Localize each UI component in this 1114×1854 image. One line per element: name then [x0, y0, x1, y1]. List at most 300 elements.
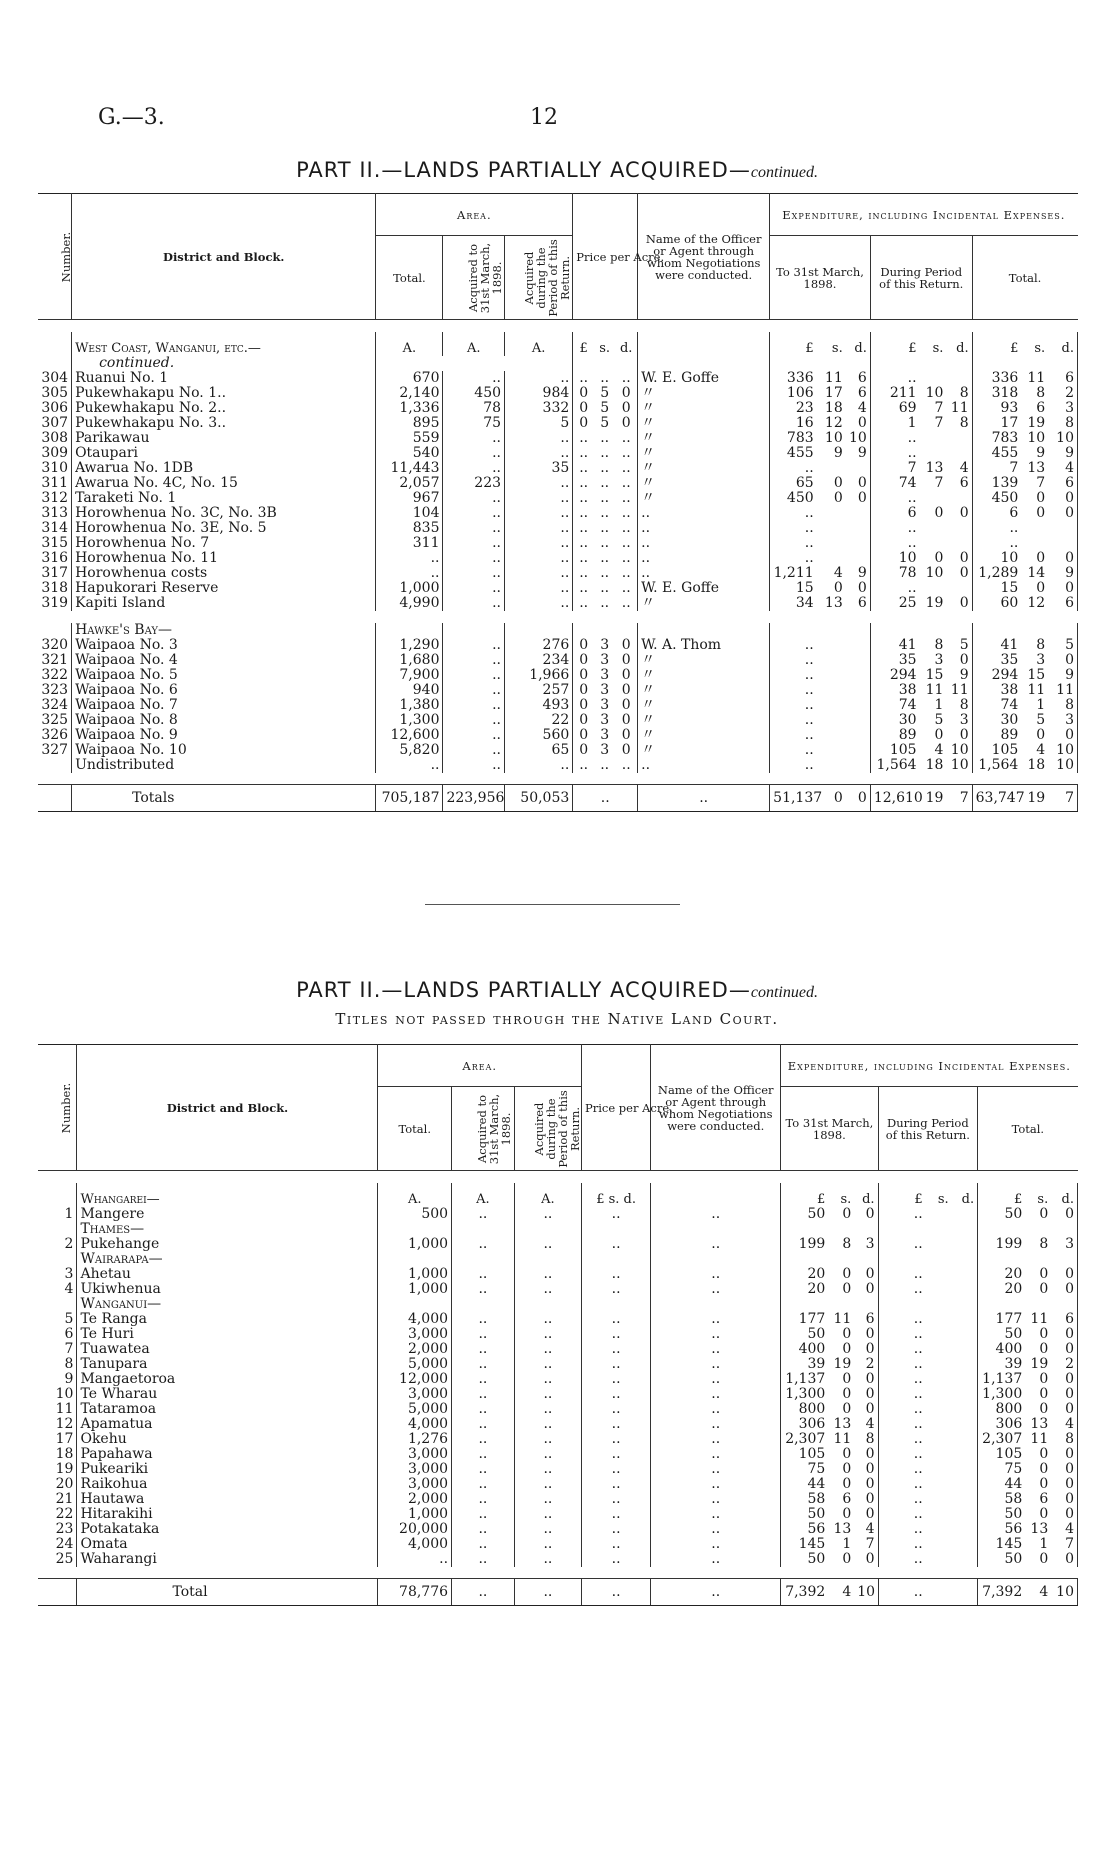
expenditure-cell: 13 — [925, 459, 944, 476]
expenditure-cell: 2 — [1051, 1357, 1077, 1372]
expenditure-cell — [846, 653, 871, 668]
acquired-to: .. — [443, 743, 505, 758]
price-pounds: .. — [579, 579, 589, 596]
table-cell — [443, 623, 505, 638]
area-total: 5,000 — [378, 1402, 452, 1417]
row-number: 18 — [38, 1447, 77, 1462]
table-cell — [38, 1579, 77, 1606]
expenditure-cell: 6 — [946, 476, 972, 491]
expenditure-cell — [926, 1462, 952, 1477]
table-cell — [952, 1297, 978, 1312]
acquired-during: 276 — [505, 638, 573, 653]
price: .. — [581, 1492, 650, 1507]
price-shillings: .. — [600, 369, 610, 386]
expenditure-cell: 58 — [1004, 1490, 1023, 1507]
expenditure-cell: 6 — [1048, 476, 1077, 491]
acquired-to: .. — [452, 1387, 515, 1402]
expenditure-cell — [926, 1477, 952, 1492]
row-number: 307 — [38, 416, 72, 431]
acquired-during: 984 — [505, 386, 573, 401]
expenditure-cell — [952, 1462, 978, 1477]
price: .. — [581, 1507, 650, 1522]
expenditure-cell — [920, 431, 947, 446]
block-name: Tataramoa — [77, 1402, 378, 1417]
col-acquired-during: Acquired during the Period of this Return. — [505, 236, 573, 320]
acquired-during: .. — [505, 566, 573, 581]
price-pence: 0 — [615, 638, 637, 653]
expenditure-cell: 6 — [854, 1312, 878, 1327]
block-name: Waipaoa No. 5 — [72, 668, 376, 683]
expenditure-cell — [946, 581, 972, 596]
table-cell — [781, 1297, 829, 1312]
table2-body — [38, 1171, 1078, 1606]
expenditure-cell — [952, 1552, 978, 1567]
spacer-row — [38, 1171, 1078, 1183]
expenditure-cell: 58 — [807, 1490, 826, 1507]
district-cont-row — [38, 356, 1078, 371]
area-total: 4,000 — [378, 1537, 452, 1552]
table-cell — [1051, 1297, 1077, 1312]
expenditure-cell — [952, 1417, 978, 1432]
expenditure-cell: 10 — [946, 743, 972, 758]
acquired-during: 35 — [505, 461, 573, 476]
expenditure-cell: 38 — [898, 681, 917, 698]
t2-col-to-march: To 31st March, 1898. — [781, 1087, 878, 1171]
price-pence: .. — [615, 506, 637, 521]
expenditure-cell: .. — [804, 534, 814, 551]
row-number — [38, 758, 72, 773]
expenditure-cell: 0 — [1036, 579, 1046, 596]
price: .. — [581, 1237, 650, 1252]
acquired-during: .. — [514, 1372, 581, 1387]
units-row — [38, 1183, 1078, 1207]
total-expenditure: 4 — [1025, 1579, 1051, 1606]
officer-name: .. — [651, 1432, 781, 1447]
expenditure-cell: 199 — [995, 1235, 1023, 1252]
expenditure-cell: .. — [913, 1505, 923, 1522]
officer-name: 〃 — [638, 698, 770, 713]
totals-row — [38, 785, 1078, 812]
area-total: 1,000 — [378, 1282, 452, 1297]
expenditure-cell: 38 — [1000, 681, 1019, 698]
block-name: Otaupari — [72, 446, 376, 461]
total-expenditure: 7,392 — [781, 1579, 829, 1606]
acquired-during: .. — [514, 1387, 581, 1402]
row-number: 305 — [38, 386, 72, 401]
price-shillings: 5 — [600, 384, 610, 401]
table-row — [38, 1207, 1078, 1222]
table-cell — [638, 356, 770, 371]
price-pence: 0 — [615, 713, 637, 728]
officer-name: .. — [651, 1492, 781, 1507]
area-total: 1,000 — [378, 1507, 452, 1522]
expenditure-cell: 3 — [946, 713, 972, 728]
expenditure-cell: 0 — [946, 551, 972, 566]
row-number: 318 — [38, 581, 72, 596]
total-price: .. — [581, 1579, 650, 1606]
expenditure-cell: .. — [907, 534, 917, 551]
block-name: Omata — [77, 1537, 378, 1552]
area-total: 500 — [378, 1207, 452, 1222]
expenditure-cell: 50 — [807, 1325, 826, 1342]
row-number: 304 — [38, 371, 72, 386]
price-shillings: .. — [600, 519, 610, 536]
expenditure-cell: 177 — [798, 1310, 826, 1327]
expenditure-cell: .. — [913, 1205, 923, 1222]
spacer-cell — [38, 1171, 1078, 1183]
expenditure-cell: 0 — [1051, 1342, 1077, 1357]
expenditure-cell — [846, 668, 871, 683]
block-name: Waipaoa No. 3 — [72, 638, 376, 653]
expenditure-cell: 10 — [1048, 743, 1077, 758]
expenditure-cell: 4 — [1036, 741, 1046, 758]
row-number: 327 — [38, 743, 72, 758]
table-row — [38, 743, 1078, 758]
expenditure-cell — [817, 668, 846, 683]
expenditure-cell: .. — [913, 1475, 923, 1492]
row-number: 320 — [38, 638, 72, 653]
price-shillings: 3 — [600, 741, 610, 758]
area-total: 3,000 — [378, 1462, 452, 1477]
acquired-to: .. — [443, 551, 505, 566]
expenditure-cell: 0 — [1051, 1507, 1077, 1522]
price-shillings: .. — [600, 594, 610, 611]
expenditure-cell: 6 — [1009, 504, 1019, 521]
expenditure-cell — [846, 461, 871, 476]
expenditure-cell: 1,137 — [982, 1370, 1023, 1387]
expenditure-cell: 0 — [1039, 1280, 1049, 1297]
officer-name: .. — [638, 566, 770, 581]
acquired-during: .. — [505, 371, 573, 386]
block-name: Te Ranga — [77, 1312, 378, 1327]
unit-pence: d. — [846, 332, 871, 356]
unit-cell — [38, 332, 72, 356]
expenditure-cell — [952, 1207, 978, 1222]
row-number: 20 — [38, 1477, 77, 1492]
expenditure-cell: 11 — [1027, 369, 1046, 386]
acquired-to: .. — [452, 1282, 515, 1297]
table-row — [38, 461, 1078, 476]
acquired-during: .. — [505, 476, 573, 491]
area-total: 1,300 — [376, 713, 443, 728]
price: .. — [581, 1357, 650, 1372]
officer-name: 〃 — [638, 491, 770, 506]
expenditure-cell: .. — [913, 1430, 923, 1447]
area-total: 1,290 — [376, 638, 443, 653]
block-name: Waipaoa No. 10 — [72, 743, 376, 758]
expenditure-cell: 7 — [854, 1537, 878, 1552]
expenditure-cell — [952, 1357, 978, 1372]
expenditure-cell: 4 — [1051, 1417, 1077, 1432]
area-total: 1,336 — [376, 401, 443, 416]
officer-name: .. — [651, 1507, 781, 1522]
block-name: Pukeariki — [77, 1462, 378, 1477]
expenditure-cell — [926, 1237, 952, 1252]
expenditure-cell: .. — [913, 1550, 923, 1567]
block-name: Waipaoa No. 6 — [72, 683, 376, 698]
area-total: 311 — [376, 536, 443, 551]
table-cell — [651, 1222, 781, 1237]
expenditure-cell: 6 — [1036, 399, 1046, 416]
total-acquired-to: .. — [452, 1579, 515, 1606]
expenditure-cell: 18 — [925, 756, 944, 773]
acquired-to: .. — [443, 758, 505, 773]
table-cell — [854, 1222, 878, 1237]
area-total: 3,000 — [378, 1387, 452, 1402]
price-pence: .. — [615, 461, 637, 476]
table1-title-cont: continued. — [750, 164, 818, 181]
expenditure-cell — [817, 683, 846, 698]
total-expenditure: 7,392 — [978, 1579, 1026, 1606]
price-pounds: 0 — [579, 636, 589, 653]
officer-name: 〃 — [638, 386, 770, 401]
expenditure-cell: 1,300 — [785, 1385, 826, 1402]
expenditure-cell: 4 — [1048, 461, 1077, 476]
table-cell — [573, 356, 594, 371]
expenditure-cell: 800 — [995, 1400, 1023, 1417]
row-number: 11 — [38, 1402, 77, 1417]
area-total: 12,000 — [378, 1372, 452, 1387]
row-number: 313 — [38, 506, 72, 521]
expenditure-cell: 5 — [1036, 711, 1046, 728]
expenditure-cell: 11 — [946, 683, 972, 698]
expenditure-cell: 15 — [925, 666, 944, 683]
acquired-to: .. — [443, 491, 505, 506]
total-expenditure: 7 — [946, 785, 972, 812]
expenditure-cell: 19 — [925, 594, 944, 611]
officer-name: 〃 — [638, 446, 770, 461]
expenditure-cell: 0 — [1051, 1477, 1077, 1492]
expenditure-cell — [846, 551, 871, 566]
acquired-to: .. — [452, 1522, 515, 1537]
expenditure-cell: 1,211 — [773, 564, 814, 581]
expenditure-cell: 400 — [995, 1340, 1023, 1357]
acquired-during: .. — [514, 1237, 581, 1252]
area-total: 5,820 — [376, 743, 443, 758]
col-price: Price per Acre. — [573, 194, 638, 320]
table-cell — [514, 1222, 581, 1237]
price-pence: .. — [615, 446, 637, 461]
expenditure-cell: 1 — [1039, 1535, 1049, 1552]
table-cell — [978, 1297, 1026, 1312]
area-total: .. — [376, 566, 443, 581]
row-number: 325 — [38, 713, 72, 728]
t2-col-acquired-during: Acquired during the Period of this Return. — [514, 1087, 581, 1171]
expenditure-cell: 0 — [842, 1280, 852, 1297]
table-row — [38, 1282, 1078, 1297]
expenditure-cell: .. — [907, 579, 917, 596]
unit-acres: A. — [443, 332, 505, 356]
expenditure-cell: 6 — [1048, 596, 1077, 611]
expenditure-cell — [946, 536, 972, 551]
table-cell — [817, 623, 846, 638]
officer-name: 〃 — [638, 431, 770, 446]
expenditure-cell: 400 — [798, 1340, 826, 1357]
officer-name: .. — [651, 1237, 781, 1252]
expenditure-cell: 8 — [946, 698, 972, 713]
table-row — [38, 536, 1078, 551]
row-number: 326 — [38, 728, 72, 743]
price: .. — [581, 1432, 650, 1447]
row-number: 311 — [38, 476, 72, 491]
expenditure-cell: 75 — [1004, 1460, 1023, 1477]
price: .. — [581, 1282, 650, 1297]
acquired-during: 1,966 — [505, 668, 573, 683]
area-total: 4,000 — [378, 1312, 452, 1327]
expenditure-cell — [926, 1432, 952, 1447]
acquired-during: .. — [514, 1207, 581, 1222]
officer-name: 〃 — [638, 668, 770, 683]
expenditure-cell: .. — [804, 549, 814, 566]
expenditure-cell: 0 — [854, 1552, 878, 1567]
expenditure-cell: .. — [913, 1280, 923, 1297]
officer-name: 〃 — [638, 461, 770, 476]
expenditure-cell: 4 — [854, 1522, 878, 1537]
expenditure-cell: 0 — [846, 581, 871, 596]
block-name: Horowhenua No. 11 — [72, 551, 376, 566]
expenditure-cell: 50 — [807, 1550, 826, 1567]
expenditure-cell: 139 — [991, 474, 1019, 491]
unit-pence: d. — [946, 332, 972, 356]
table-cell — [854, 1297, 878, 1312]
block-name: Pukewhakapu No. 3.. — [72, 416, 376, 431]
block-name: Horowhenua No. 3C, No. 3B — [72, 506, 376, 521]
table-cell — [770, 356, 817, 371]
acquired-to: .. — [443, 728, 505, 743]
officer-name: .. — [651, 1522, 781, 1537]
row-number: 309 — [38, 446, 72, 461]
acquired-during: 234 — [505, 653, 573, 668]
table1-title-text: PART II.—LANDS PARTIALLY ACQUIRED— — [296, 158, 751, 182]
expenditure-cell: 9 — [1036, 444, 1046, 461]
area-total: 967 — [376, 491, 443, 506]
expenditure-cell: 89 — [898, 726, 917, 743]
total-acquired-to: 223,956 — [443, 785, 505, 812]
price: .. — [581, 1447, 650, 1462]
area-total: 5,000 — [378, 1357, 452, 1372]
expenditure-cell: 9 — [1048, 566, 1077, 581]
table-cell — [1025, 1252, 1051, 1267]
acquired-during: .. — [514, 1342, 581, 1357]
expenditure-cell — [926, 1327, 952, 1342]
expenditure-cell: 0 — [1036, 549, 1046, 566]
expenditure-cell — [846, 698, 871, 713]
expenditure-cell: 20 — [807, 1265, 826, 1282]
expenditure-cell: 65 — [795, 474, 814, 491]
total-expenditure: 12,610 — [870, 785, 919, 812]
table-row — [38, 728, 1078, 743]
table-row — [38, 1312, 1078, 1327]
t2-col-acquired-to: Acquired to 31st March, 1898. — [452, 1087, 515, 1171]
acquired-during: .. — [505, 536, 573, 551]
expenditure-cell: 0 — [934, 549, 944, 566]
table-cell — [581, 1252, 650, 1267]
price-shillings: .. — [600, 549, 610, 566]
acquired-to: .. — [452, 1357, 515, 1372]
expenditure-cell: 0 — [854, 1492, 878, 1507]
acquired-to: .. — [452, 1312, 515, 1327]
expenditure-cell: 56 — [1004, 1520, 1023, 1537]
expenditure-cell: .. — [804, 519, 814, 536]
expenditure-cell: 78 — [898, 564, 917, 581]
expenditure-cell: .. — [913, 1340, 923, 1357]
table-cell — [878, 1252, 926, 1267]
expenditure-cell: 25 — [898, 594, 917, 611]
unit-shillings: s. — [1034, 340, 1046, 356]
expenditure-cell: 10 — [898, 549, 917, 566]
expenditure-cell: 11 — [833, 1430, 852, 1447]
area-total: 2,000 — [378, 1492, 452, 1507]
acquired-to: .. — [452, 1417, 515, 1432]
acquired-to: .. — [443, 536, 505, 551]
expenditure-cell: 13 — [833, 1415, 852, 1432]
table-cell — [514, 1252, 581, 1267]
block-name: Undistributed — [72, 758, 376, 773]
expenditure-cell — [846, 713, 871, 728]
expenditure-cell: .. — [907, 429, 917, 446]
area-total: 895 — [376, 416, 443, 431]
table-cell — [926, 1222, 952, 1237]
expenditure-cell: 1 — [1036, 696, 1046, 713]
expenditure-cell: 4 — [854, 1417, 878, 1432]
price-pounds: 0 — [579, 696, 589, 713]
expenditure-cell: 7 — [934, 474, 944, 491]
expenditure-cell: 41 — [1000, 636, 1019, 653]
officer-name: .. — [651, 1372, 781, 1387]
t2-col-price: Price per Acre. — [581, 1045, 650, 1171]
acquired-to: .. — [443, 683, 505, 698]
expenditure-cell — [926, 1207, 952, 1222]
expenditure-cell: 450 — [991, 489, 1019, 506]
total-expenditure: 7 — [1048, 785, 1077, 812]
table-cell — [972, 356, 1021, 371]
table-row — [38, 371, 1078, 386]
expenditure-cell — [817, 743, 846, 758]
price-pounds: 0 — [579, 399, 589, 416]
table-cell — [376, 623, 443, 638]
unit-pence: d. — [952, 1183, 978, 1207]
expenditure-cell: 318 — [991, 384, 1019, 401]
price: .. — [581, 1207, 650, 1222]
expenditure-cell: 9 — [946, 668, 972, 683]
area-total: 3,000 — [378, 1447, 452, 1462]
table-cell — [978, 1222, 1026, 1237]
officer-name: 〃 — [638, 653, 770, 668]
acquired-to: .. — [443, 581, 505, 596]
expenditure-cell: 783 — [991, 429, 1019, 446]
unit-acres: A. — [452, 1183, 515, 1207]
price-shillings: .. — [600, 474, 610, 491]
district-name: Hawke's Bay— — [72, 623, 376, 638]
table-cell — [573, 623, 594, 638]
acquired-to: .. — [443, 461, 505, 476]
expenditure-cell — [846, 536, 871, 551]
acquired-during: .. — [514, 1447, 581, 1462]
table-cell — [1051, 1222, 1077, 1237]
expenditure-cell: 0 — [1039, 1445, 1049, 1462]
expenditure-cell: 13 — [1030, 1415, 1049, 1432]
block-name: Apamatua — [77, 1417, 378, 1432]
expenditure-cell: 0 — [1039, 1550, 1049, 1567]
acquired-during: 493 — [505, 698, 573, 713]
table-cell — [376, 356, 443, 371]
expenditure-cell: 3 — [1051, 1237, 1077, 1252]
area-total: 4,000 — [378, 1417, 452, 1432]
acquired-to: .. — [452, 1237, 515, 1252]
block-name: Kapiti Island — [72, 596, 376, 611]
table-cell — [38, 1252, 77, 1267]
expenditure-cell: 19 — [1030, 1355, 1049, 1372]
